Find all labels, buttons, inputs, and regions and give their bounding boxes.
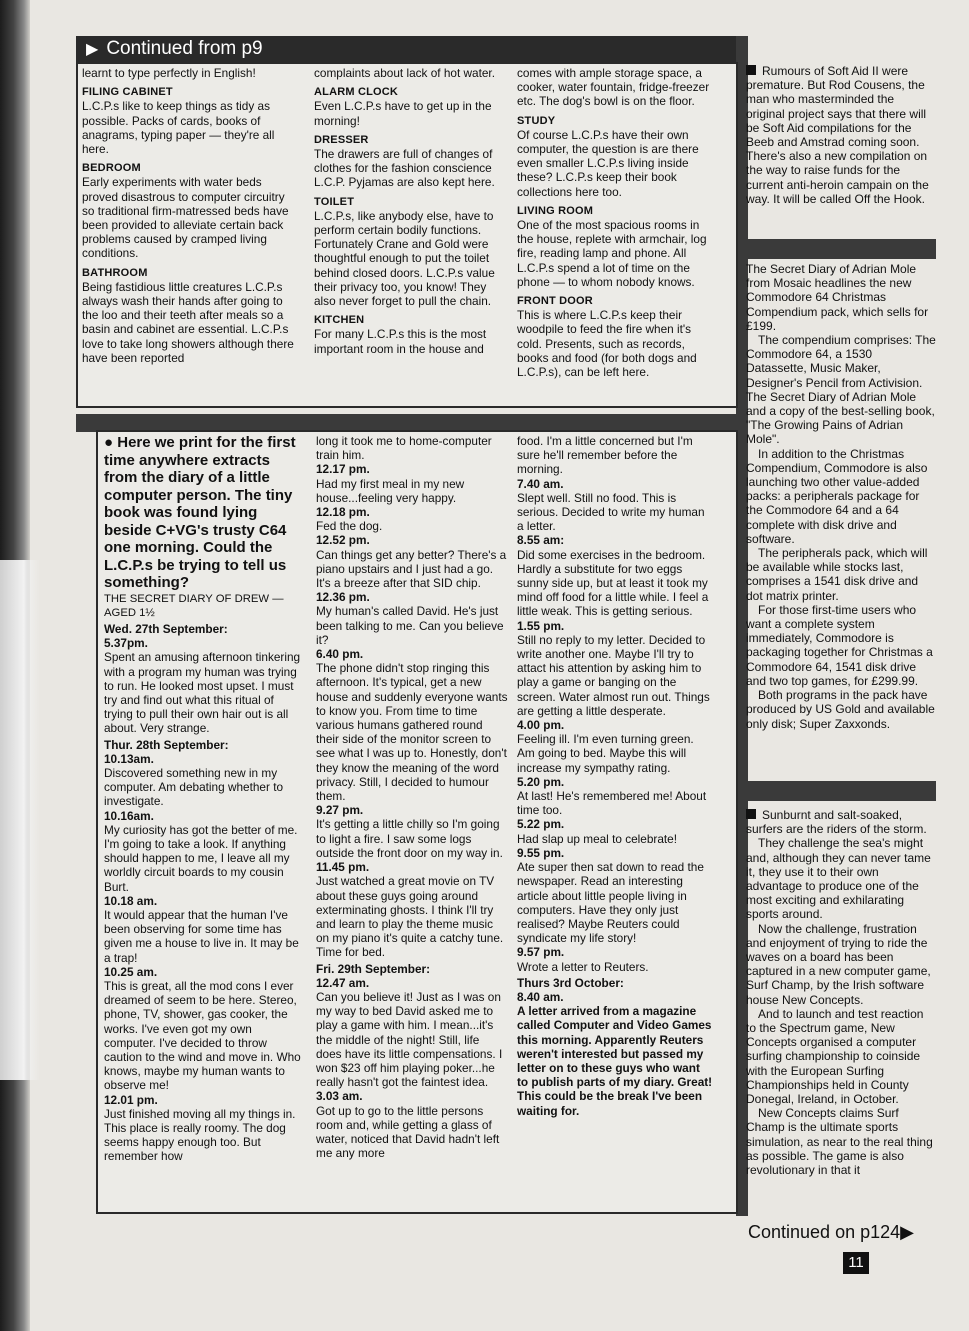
body-text: comes with ample storage space, a cooker, water fountain, fridge-freezer etc. The dog's bowl is on the floor. bbox=[517, 66, 710, 109]
body-text: Discovered something new in my computer. Am debating whether to investigate. bbox=[104, 765, 284, 809]
body-text: Can you believe it! Just as I was on my way to bed David asked me to play a game with him. I mean...it's the middle of the night! Still, life does have its little compensations. I won $23 off him playing poker...he really hasn't got the faintest idea. bbox=[316, 989, 503, 1090]
arrow-right-icon: ▶ bbox=[900, 1222, 914, 1242]
body-text: Did some exercises in the bedroom. Hardly a substitute for two eggs sunny side up, but at least it took my mind off food for a little while. I feel a little weak. This is getting serious. bbox=[517, 547, 709, 619]
diary-time: 5.20 pm. bbox=[517, 774, 565, 789]
room-heading: LIVING ROOM bbox=[517, 204, 594, 217]
rooms-column-3 bbox=[517, 66, 713, 379]
news-soft-aid-text: Rumours of Soft Aid II were premature. But Rod Cousens, the man who masterminded the original project says that there will be Soft Aid compilations for the Beeb and Amstrad coming soon. There's also a new compilation on the way to raise funds for the current anti-heroin campain on the way. It will be called Off the Hook. bbox=[746, 64, 929, 206]
body-text: My curiosity has got the better of me. I'm going to take a look. If anything should happen to me, I leave all my worldly circuit boards to my cousin Burt. bbox=[104, 822, 298, 894]
spine-gloss bbox=[0, 560, 40, 1080]
body-text: Had my first meal in my new house...feeling very happy. bbox=[316, 476, 465, 505]
diary-time: 3.03 am. bbox=[316, 1089, 363, 1104]
news-paragraph: For those first-time users who want a complete system immediately, Commodore is packaging together for Christmas a Commodore 64, 1541 disk drive and two top games, for £299.99. bbox=[746, 602, 933, 688]
diary-time: 12.52 pm. bbox=[316, 533, 370, 548]
diary-time: 5.22 pm. bbox=[517, 817, 565, 832]
body-text: Still no reply to my letter. Decided to write another one. Maybe I'll try to attact his attention by asking him to play a game or banging on the screen. Water almost run out. Things are getting a little desperate. bbox=[517, 632, 710, 718]
banner-text: Continued from p9 bbox=[106, 38, 263, 59]
room-heading: ALARM CLOCK bbox=[314, 86, 399, 99]
page-number: 11 bbox=[843, 1252, 869, 1274]
body-text: L.C.P.s, like anybody else, have to perform certain bodily functions. Fortunately Crane and Gold were thoughtful enough to put the toilet behind closed doors. L.C.P.s value their privacy too, you know! They also never forget to pull the chain. bbox=[314, 208, 495, 309]
diary-intro bbox=[104, 434, 304, 592]
diary-date: Wed. 27th September: bbox=[104, 621, 228, 636]
body-text: The phone didn't stop ringing this afternoon. It's typical, get a new house and suddenly everyone wants to know you. From time to time various humans gathered round their side of the monitor screen to see what I was up to. Honestly, don't they know the meaning of the word privacy. Still, I decided to humour them. bbox=[316, 661, 508, 804]
square-bullet-icon bbox=[746, 65, 756, 75]
diary-time: 5.37pm. bbox=[104, 636, 148, 651]
body-text: food. I'm a little concerned but I'm sure he'll remember before the morning. bbox=[517, 434, 693, 477]
diary-column-2 bbox=[316, 434, 508, 1160]
magazine-page bbox=[76, 36, 936, 1276]
news-paragraph: The compendium comprises: The Commodore 64, a 1530 Datassette, Music Maker, Designer's Pencil from Activision. The Secret Diary of Adrian Mole and a copy of the best-selling book, "The Growing Pains of Adrian Mole". bbox=[746, 333, 936, 447]
room-heading: BEDROOM bbox=[82, 162, 141, 175]
news-paragraph: In addition to the Christmas Compendium, Commodore is also launching two other value-added packs: a peripherals package for the Commodore 64 and a 64 complete with disk drive and software. bbox=[746, 446, 928, 546]
diary-time: 10.25 am. bbox=[104, 964, 158, 979]
rooms-column-1 bbox=[82, 66, 294, 365]
diary-time: 8.40 am. bbox=[517, 989, 564, 1004]
diary-time: 12.47 am. bbox=[316, 975, 370, 990]
square-bullet-icon bbox=[746, 809, 756, 819]
diary-time: 11.45 pm. bbox=[316, 860, 370, 875]
room-heading: TOILET bbox=[314, 195, 355, 208]
body-text: Can things get any better? There's a piano upstairs and I just had a go. It's a breeze after that SID chip. bbox=[316, 547, 507, 591]
diary-time: 1.55 pm. bbox=[517, 618, 565, 633]
diary-column-3 bbox=[517, 434, 713, 1118]
body-text: long it took me to home-computer train him. bbox=[316, 434, 492, 463]
body-text: It's getting a little chilly so I'm going to light a fire. I saw some logs outside the front door on my way in. bbox=[316, 817, 503, 860]
news-commodore-compendium bbox=[746, 262, 936, 731]
diary-entry-bold: A letter arrived from a magazine called Computer and Video Games this morning. Apparently Reuters weren't interested but passed my letter on to these guys who want to publish parts of my diary. Great! This could be the break I've been waiting for. bbox=[517, 1004, 713, 1118]
diary-date: Thur. 28th September: bbox=[104, 737, 229, 752]
diary-date: Thurs 3rd October: bbox=[517, 975, 624, 990]
news-paragraph: Both programs in the pack have produced by US Gold and available only disk; Super Zaxxonds. bbox=[746, 688, 935, 731]
diary-time: 9.57 pm. bbox=[517, 945, 565, 960]
diary-subtitle: THE SECRET DIARY OF DREW — AGED 1½ bbox=[104, 592, 284, 619]
diary-time: 8.55 am: bbox=[517, 533, 565, 548]
body-text: complaints about lack of hot water. bbox=[314, 66, 495, 80]
body-text: Slept well. Still no food. This is serious. Decided to write my human a letter. bbox=[517, 490, 705, 534]
diary-time: 6.40 pm. bbox=[316, 647, 364, 662]
news-paragraph: And to launch and test reaction to the Spectrum game, New Concepts organised a computer surfing championship to coinside with the European Surfing Championships held in County Donegal, Ireland, in October. bbox=[746, 1006, 924, 1107]
rooms-column-2 bbox=[314, 66, 506, 356]
diary-time: 12.18 pm. bbox=[316, 505, 370, 520]
news-paragraph: They challenge the sea's might and, although they can never tame it, they use it to their own advantage to produce one of the most exciting and exhilarating sports around. bbox=[746, 836, 931, 922]
diary-time: 12.17 pm. bbox=[316, 462, 370, 477]
body-text: Just watched a great movie on TV about these guys going around exterminating ghosts. I think I'll try and learn to play the theme music on my piano it's quite a catchy tune. Time for bed. bbox=[316, 874, 504, 960]
body-text: Wrote a letter to Reuters. bbox=[517, 959, 649, 974]
body-text: learnt to type perfectly in English! bbox=[82, 66, 256, 80]
footer-text: Continued on p124 bbox=[748, 1222, 901, 1242]
room-heading: STUDY bbox=[517, 114, 556, 127]
diary-time: 10.18 am. bbox=[104, 893, 158, 908]
body-text: Ate super then sat down to read the newspaper. Read an interesting article about little people living in computers. Have they only just realised? Maybe Reuters could syndicate my life story! bbox=[517, 860, 704, 946]
diary-time: 12.01 pm. bbox=[104, 1092, 158, 1107]
arrow-right-icon: ▶ bbox=[86, 41, 99, 58]
news-paragraph: The peripherals pack, which will be available while stocks last, comprises a 1541 disk drive and dot matrix printer. bbox=[746, 546, 928, 603]
body-text: This is where L.C.P.s keep their woodpile to feed the fire when it's cold. Presents, such as records, books and food (for both dogs and L.C.P.s), can be left here. bbox=[517, 308, 697, 380]
body-text: Of course L.C.P.s have their own computer, the question is are there even smaller L.C.P.s living inside these? L.C.P.s keep their book collections here too. bbox=[517, 127, 699, 199]
diary-time: 7.40 am. bbox=[517, 476, 564, 491]
diary-time: 9.55 pm. bbox=[517, 845, 565, 860]
diary-time: 12.36 pm. bbox=[316, 590, 370, 605]
body-text: Feeling ill. I'm even turning green. Am going to bed. Maybe this will increase my sympathy rating. bbox=[517, 732, 694, 775]
continued-from-banner bbox=[76, 36, 736, 62]
body-text: At last! He's remembered me! About time too. bbox=[517, 789, 707, 818]
continued-on-footer bbox=[748, 1222, 914, 1243]
body-text: L.C.P.s like to keep things as tidy as possible. Packs of cards, books of anagrams, typing paper — they're all here. bbox=[82, 99, 275, 157]
news-soft-aid bbox=[746, 64, 936, 206]
body-text: The drawers are full of changes of clothes for the fashion conscience L.C.P. Pyjamas are also kept here. bbox=[314, 147, 495, 190]
diary-time: 9.27 pm. bbox=[316, 803, 364, 818]
body-text: This is great, all the mod cons I ever dreamed of seem to be here. Stereo, phone, TV, shower, gas cooker, the works. I've even got my own computer. I've decided to throw caution to the wind and move in. Who knows, maybe my human wants to observe me! bbox=[104, 978, 301, 1093]
news-paragraph: Sunburnt and salt-soaked, surfers are the riders of the storm. bbox=[746, 808, 927, 837]
body-text: It would appear that the human I've been observing for some time has given me a house to live in. It may be a trap! bbox=[104, 907, 299, 965]
diary-date: Fri. 29th September: bbox=[316, 961, 431, 976]
diary-intro-text: Here we print for the first time anywhere extracts from the diary of a little computer person. The tiny book was found lying beside C+VG's trusty C64 one morning. Could the L.C.P.s be trying to tell us something? bbox=[104, 434, 296, 591]
room-heading: BATHROOM bbox=[82, 266, 148, 279]
body-text: One of the most spacious rooms in the house, replete with armchair, log fire, reading lamp and phone. All L.C.P.s spend a lot of time on the phone — to whom nobody knows. bbox=[517, 218, 707, 289]
news-paragraph: Now the challenge, frustration and enjoyment of trying to ride the waves on a board has been captured in a new computer game, Surf Champ, by the Irish software house New Concepts. bbox=[746, 921, 931, 1007]
room-heading: FRONT DOOR bbox=[517, 295, 593, 308]
body-text: Spent an amusing afternoon tinkering with a program my human was trying to run. He looked most upset. I must try and find out what this ritual of trying to pull their own hair out is all about. Very strange. bbox=[104, 650, 301, 736]
body-text: Just finished moving all my things in. This place is really roomy. The dog seems happy enough too. But remember how bbox=[104, 1106, 296, 1164]
body-text: Even L.C.P.s have to get up in the morning! bbox=[314, 99, 492, 128]
room-heading: KITCHEN bbox=[314, 314, 365, 327]
bullet-icon: ● bbox=[104, 434, 114, 451]
diary-column-1 bbox=[104, 434, 304, 1164]
body-text: Early experiments with water beds proved disastrous to computer circuitry so traditional firm-matressed beds have been provided to alleviate certain back problems caused by cramped living conditions. bbox=[82, 175, 289, 261]
body-text: Got up to go to the little persons room and, while getting a glass of water, noticed that David hadn't left me any more bbox=[316, 1103, 500, 1161]
body-text: For many L.C.P.s this is the most important room in the house and bbox=[314, 327, 487, 356]
diary-time: 4.00 pm. bbox=[517, 718, 565, 733]
diary-time: 10.16am. bbox=[104, 808, 154, 823]
news-divider-bar-2 bbox=[746, 781, 936, 801]
news-paragraph: New Concepts claims Surf Champ is the ultimate sports simulation, as near to the real thing as possible. The game is also revolutionary in that it bbox=[746, 1106, 933, 1178]
news-paragraph: The Secret Diary of Adrian Mole from Mosaic headlines the new Commodore 64 Christmas Compendium pack, which sells for £199. bbox=[746, 262, 929, 333]
diary-entries-1 bbox=[104, 622, 304, 1164]
body-text: My human's called David. He's just been talking to me. Can you believe it? bbox=[316, 604, 504, 647]
body-text: Had slap up meal to celebrate! bbox=[517, 831, 678, 846]
body-text: Fed the dog. bbox=[316, 519, 383, 534]
room-heading: DRESSER bbox=[314, 133, 369, 146]
news-surf-champ bbox=[746, 808, 936, 1177]
room-heading: FILING CABINET bbox=[82, 86, 173, 99]
diary-time: 10.13am. bbox=[104, 751, 154, 766]
body-text: Being fastidious little creatures L.C.P.s always wash their hands after going to the loo and their teeth after meals so a basin and cabinet are essential. L.C.P.s love to take long showers although there have been reported bbox=[82, 279, 294, 365]
news-divider-bar-1 bbox=[746, 239, 936, 259]
